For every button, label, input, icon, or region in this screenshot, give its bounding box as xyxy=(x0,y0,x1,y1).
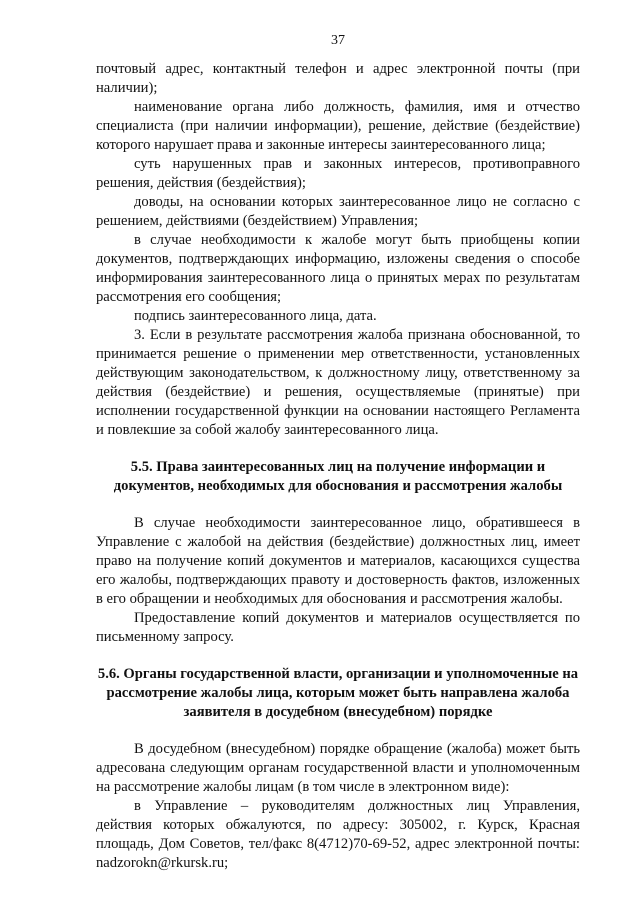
paragraph-violated-rights: суть нарушенных прав и законных интересов, противоправного решения, действия (бездействия); xyxy=(96,156,580,191)
paragraph-attachments: в случае необходимости к жалобе могут быть приобщены копии документов, подтверждающих информацию, изложены сведения о способе информирования заинтересованного лица о принятых мерах по результатам рассмотрения его сообщения; xyxy=(96,232,580,305)
paragraph-signature: подпись заинтересованного лица, дата. xyxy=(134,308,377,324)
paragraph-5-6-administration: в Управление – руководителям должностных лиц Управления, действия которых обжалуются, по адресу: 305002, г. Курск, Красная площадь, Дом Советов, тел/факс 8(4712)70-69-52, адрес электронной почты: nadzorokn@rkursk.ru; xyxy=(96,798,580,871)
section-heading-5-5: 5.5. Права заинтересованных лиц на получение информации и документов, необходимых для обоснования и рассмотрения жалобы xyxy=(113,459,563,494)
paragraph-organ-name: наименование органа либо должность, фамилия, имя и отчество специалиста (при наличии информации), решение, действие (бездействие) которого нарушает права и законные интересы заинтересованного лица; xyxy=(96,99,580,153)
paragraph-arguments: доводы, на основании которых заинтересованное лицо не согласно с решением, действиями (бездействием) Управления; xyxy=(96,194,580,229)
paragraph-5-5-copies: Предоставление копий документов и материалов осуществляется по письменному запросу. xyxy=(96,610,580,645)
page-number: 37 xyxy=(331,33,345,48)
paragraph-5-6-pretrial: В досудебном (внесудебном) порядке обращение (жалоба) может быть адресована следующим органам государственной власти и уполномоченным на рассмотрение жалобы лицам (в том числе в электронном виде): xyxy=(96,741,580,795)
paragraph-postal-address: почтовый адрес, контактный телефон и адрес электронной почты (при наличии); xyxy=(96,61,580,96)
section-heading-5-6: 5.6. Органы государственной власти, организации и уполномоченные на рассмотрение жалобы лица, которым может быть направлена жалоба заявителя в досудебном (внесудебном) порядке xyxy=(97,666,579,720)
paragraph-5-5-rights: В случае необходимости заинтересованное лицо, обратившееся в Управление с жалобой на действия (бездействие) должностных лиц, имеет право на получение копий документов и материалов, касающихся существа его жалобы, подтверждающих правоту и достоверность фактов, изложенных в его обращении и необходимых для обоснования и рассмотрения жалобы. xyxy=(96,515,580,607)
paragraph-item-3: 3. Если в результате рассмотрения жалоба признана обоснованной, то принимается решение о применении мер ответственности, установленных действующим законодательством, к должностному лицу, ответственному за действия (бездействие) и решения, осуществляемые (принятые) при исполнении государственной функции на основании настоящего Регламента и повлекшие за собой жалобу заинтересованного лица. xyxy=(96,327,580,438)
